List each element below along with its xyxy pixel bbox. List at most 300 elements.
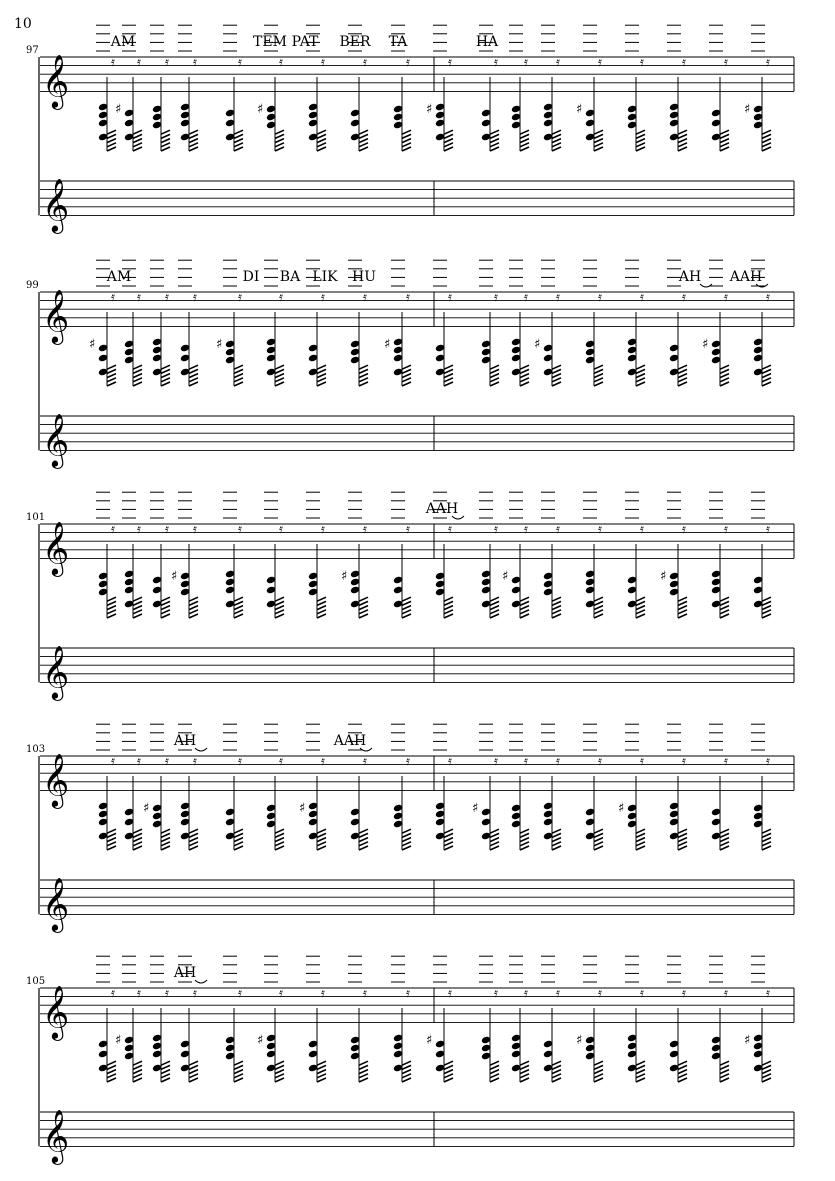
note-flag bbox=[520, 365, 529, 369]
note-flag bbox=[189, 134, 198, 138]
sharp-icon: ♯ bbox=[426, 1033, 433, 1048]
note-flag bbox=[678, 1074, 687, 1078]
note-flag bbox=[317, 143, 326, 147]
note-flag bbox=[636, 1061, 645, 1065]
note-flag bbox=[444, 1074, 453, 1078]
note-flag bbox=[720, 1074, 729, 1078]
rest-symbol: 𝄿 bbox=[111, 986, 115, 1001]
note-flag bbox=[552, 1078, 561, 1082]
note-flag bbox=[107, 365, 116, 369]
note-flag bbox=[317, 601, 326, 605]
note-flag bbox=[359, 130, 368, 134]
note-flag bbox=[762, 833, 771, 837]
treble-clef-icon: 𝄞 bbox=[42, 1108, 70, 1163]
rest-symbol: 𝄿 bbox=[406, 522, 410, 537]
note-flag bbox=[317, 365, 326, 369]
note-flag bbox=[133, 842, 142, 846]
note-flag bbox=[107, 829, 116, 833]
note-flag bbox=[107, 1061, 116, 1065]
note-flag bbox=[594, 139, 603, 143]
rest-symbol: 𝄿 bbox=[682, 754, 686, 769]
note-flag bbox=[189, 382, 198, 386]
sharp-icon: ♯ bbox=[143, 801, 150, 816]
note-flag bbox=[720, 382, 729, 386]
note-flag bbox=[552, 1074, 561, 1078]
note-flag bbox=[490, 606, 499, 610]
lyric-syllable: AM bbox=[110, 34, 136, 50]
lyric-syllable: AAH bbox=[425, 501, 459, 517]
sharp-icon: ♯ bbox=[115, 1033, 122, 1048]
note-flag bbox=[189, 378, 198, 382]
note-flag bbox=[720, 374, 729, 378]
lyric-syllable: BER bbox=[339, 34, 371, 50]
note-flag bbox=[234, 382, 243, 386]
note-flag bbox=[636, 614, 645, 618]
note-flag bbox=[359, 143, 368, 147]
note-flag bbox=[490, 139, 499, 143]
note-flag bbox=[636, 130, 645, 134]
note-flag bbox=[161, 1078, 170, 1082]
rest-symbol: 𝄿 bbox=[193, 986, 197, 1001]
note-flag bbox=[720, 601, 729, 605]
note-flag bbox=[317, 382, 326, 386]
note-flag bbox=[234, 838, 243, 842]
note-flag bbox=[359, 139, 368, 143]
note-flag bbox=[762, 601, 771, 605]
note-flag bbox=[317, 829, 326, 833]
note-flag bbox=[678, 606, 687, 610]
note-flag bbox=[189, 829, 198, 833]
note-flag bbox=[107, 143, 116, 147]
note-flag bbox=[720, 369, 729, 373]
note-flag bbox=[359, 838, 368, 842]
note-flag bbox=[359, 378, 368, 382]
note-flag bbox=[107, 1070, 116, 1074]
note-flag bbox=[275, 846, 284, 850]
note-flag bbox=[402, 1061, 411, 1065]
note-flag bbox=[359, 842, 368, 846]
rest-symbol: 𝄿 bbox=[448, 55, 452, 70]
note-flag bbox=[275, 1061, 284, 1065]
note-flag bbox=[107, 374, 116, 378]
rest-symbol: 𝄿 bbox=[363, 754, 367, 769]
note-flag bbox=[402, 842, 411, 846]
note-flag bbox=[107, 134, 116, 138]
rest-symbol: 𝄿 bbox=[279, 55, 283, 70]
note-flag bbox=[594, 597, 603, 601]
note-flag bbox=[161, 130, 170, 134]
note-flag bbox=[490, 369, 499, 373]
note-flag bbox=[402, 829, 411, 833]
note-flag bbox=[594, 382, 603, 386]
note-flag bbox=[552, 606, 561, 610]
sharp-icon: ♯ bbox=[426, 102, 433, 117]
note-flag bbox=[359, 1065, 368, 1069]
note-flag bbox=[161, 365, 170, 369]
sharp-icon: ♯ bbox=[89, 337, 96, 352]
note-flag bbox=[552, 369, 561, 373]
note-flag bbox=[275, 369, 284, 373]
note-flag bbox=[594, 1065, 603, 1069]
note-flag bbox=[275, 829, 284, 833]
note-flag bbox=[520, 147, 529, 151]
note-flag bbox=[678, 838, 687, 842]
note-flag bbox=[107, 610, 116, 614]
rest-symbol: 𝄿 bbox=[193, 290, 197, 305]
note-flag bbox=[317, 1061, 326, 1065]
lyric-syllable: AH bbox=[173, 733, 197, 749]
note-flag bbox=[234, 846, 243, 850]
rest-symbol: 𝄿 bbox=[556, 55, 560, 70]
note-flag bbox=[552, 130, 561, 134]
note-flag bbox=[720, 829, 729, 833]
note-flag bbox=[107, 842, 116, 846]
note-flag bbox=[720, 134, 729, 138]
note-flag bbox=[720, 1070, 729, 1074]
note-flag bbox=[133, 378, 142, 382]
note-flag bbox=[133, 1061, 142, 1065]
note-flag bbox=[161, 614, 170, 618]
rest-symbol: 𝄿 bbox=[363, 290, 367, 305]
rest-symbol: 𝄿 bbox=[363, 986, 367, 1001]
note-flag bbox=[234, 597, 243, 601]
note-flag bbox=[402, 601, 411, 605]
treble-clef-icon: 𝄞 bbox=[42, 520, 70, 575]
note-flag bbox=[636, 838, 645, 842]
note-flag bbox=[490, 130, 499, 134]
page-number: 10 bbox=[14, 16, 32, 32]
rest-symbol: 𝄿 bbox=[165, 986, 169, 1001]
note-flag bbox=[594, 143, 603, 147]
note-flag bbox=[444, 1065, 453, 1069]
note-flag bbox=[107, 378, 116, 382]
note-flag bbox=[520, 378, 529, 382]
rest-symbol: 𝄿 bbox=[598, 986, 602, 1001]
note-flag bbox=[678, 614, 687, 618]
note-flag bbox=[317, 842, 326, 846]
lyric-syllable: TA bbox=[388, 34, 408, 50]
note-flag bbox=[762, 842, 771, 846]
note-flag bbox=[444, 838, 453, 842]
note-flag bbox=[636, 134, 645, 138]
note-flag bbox=[402, 838, 411, 842]
rest-symbol: 𝄿 bbox=[279, 522, 283, 537]
rest-symbol: 𝄿 bbox=[494, 522, 498, 537]
note-flag bbox=[359, 606, 368, 610]
note-flag bbox=[359, 374, 368, 378]
note-flag bbox=[275, 606, 284, 610]
note-flag bbox=[594, 614, 603, 618]
note-flag bbox=[552, 1065, 561, 1069]
note-flag bbox=[678, 130, 687, 134]
rest-symbol: 𝄿 bbox=[165, 290, 169, 305]
note-flag bbox=[720, 1065, 729, 1069]
note-flag bbox=[359, 829, 368, 833]
note-flag bbox=[594, 1061, 603, 1065]
sharp-icon: ♯ bbox=[341, 569, 348, 584]
note-flag bbox=[161, 143, 170, 147]
rest-symbol: 𝄿 bbox=[406, 754, 410, 769]
treble-clef-icon: 𝄞 bbox=[42, 752, 70, 807]
note-flag bbox=[133, 147, 142, 151]
note-flag bbox=[444, 147, 453, 151]
sharp-icon: ♯ bbox=[299, 801, 306, 816]
lyric-slur bbox=[195, 748, 207, 751]
note-flag bbox=[552, 365, 561, 369]
note-flag bbox=[490, 1061, 499, 1065]
rest-symbol: 𝄿 bbox=[682, 986, 686, 1001]
note-flag bbox=[490, 1074, 499, 1078]
rest-symbol: 𝄿 bbox=[682, 522, 686, 537]
note-flag bbox=[678, 597, 687, 601]
note-flag bbox=[317, 606, 326, 610]
note-flag bbox=[317, 147, 326, 151]
note-flag bbox=[107, 833, 116, 837]
note-flag bbox=[520, 846, 529, 850]
note-flag bbox=[490, 1065, 499, 1069]
rest-symbol: 𝄿 bbox=[279, 290, 283, 305]
lyric-syllable: HU bbox=[351, 269, 377, 285]
note-flag bbox=[678, 829, 687, 833]
note-flag bbox=[636, 1074, 645, 1078]
note-flag bbox=[133, 139, 142, 143]
note-flag bbox=[189, 614, 198, 618]
note-flag bbox=[275, 374, 284, 378]
note-flag bbox=[133, 1074, 142, 1078]
note-flag bbox=[594, 606, 603, 610]
note-flag bbox=[552, 1061, 561, 1065]
note-flag bbox=[189, 1078, 198, 1082]
rest-symbol: 𝄿 bbox=[448, 754, 452, 769]
rest-symbol: 𝄿 bbox=[448, 522, 452, 537]
note-flag bbox=[133, 597, 142, 601]
sharp-icon: ♯ bbox=[660, 569, 667, 584]
rest-symbol: 𝄿 bbox=[598, 55, 602, 70]
rest-symbol: 𝄿 bbox=[165, 55, 169, 70]
sharp-icon: ♯ bbox=[618, 801, 625, 816]
note-flag bbox=[636, 365, 645, 369]
note-flag bbox=[133, 614, 142, 618]
note-flag bbox=[275, 838, 284, 842]
note-flag bbox=[189, 610, 198, 614]
note-flag bbox=[275, 147, 284, 151]
rest-symbol: 𝄿 bbox=[724, 55, 728, 70]
treble-clef-icon: 𝄞 bbox=[42, 177, 70, 232]
note-flag bbox=[189, 1074, 198, 1078]
note-flag bbox=[636, 606, 645, 610]
note-flag bbox=[402, 1065, 411, 1069]
measure-number: 99 bbox=[26, 280, 39, 291]
note-flag bbox=[720, 130, 729, 134]
note-flag bbox=[133, 134, 142, 138]
lyric-syllable: DI bbox=[242, 269, 260, 285]
rest-symbol: 𝄿 bbox=[766, 986, 770, 1001]
note-flag bbox=[444, 130, 453, 134]
note-flag bbox=[520, 606, 529, 610]
measure-number: 105 bbox=[26, 976, 46, 987]
note-flag bbox=[762, 829, 771, 833]
note-flag bbox=[720, 1061, 729, 1065]
note-flag bbox=[444, 143, 453, 147]
note-flag bbox=[552, 614, 561, 618]
note-flag bbox=[552, 601, 561, 605]
system-99 bbox=[26, 260, 794, 468]
rest-symbol: 𝄿 bbox=[766, 754, 770, 769]
rest-symbol: 𝄿 bbox=[321, 522, 325, 537]
note-flag bbox=[552, 143, 561, 147]
note-flag bbox=[402, 1074, 411, 1078]
note-flag bbox=[317, 139, 326, 143]
note-flag bbox=[520, 1070, 529, 1074]
rest-symbol: 𝄿 bbox=[238, 55, 242, 70]
note-flag bbox=[161, 833, 170, 837]
note-flag bbox=[234, 614, 243, 618]
note-flag bbox=[636, 382, 645, 386]
rest-symbol: 𝄿 bbox=[524, 55, 528, 70]
lyric-syllable: HA bbox=[475, 34, 499, 50]
lyric-syllable: TEM bbox=[253, 34, 287, 50]
note-flag bbox=[161, 601, 170, 605]
rest-symbol: 𝄿 bbox=[406, 55, 410, 70]
note-flag bbox=[520, 597, 529, 601]
note-flag bbox=[161, 369, 170, 373]
note-flag bbox=[636, 369, 645, 373]
rest-symbol: 𝄿 bbox=[556, 986, 560, 1001]
note-flag bbox=[720, 846, 729, 850]
note-flag bbox=[161, 842, 170, 846]
note-flag bbox=[359, 147, 368, 151]
note-flag bbox=[189, 369, 198, 373]
note-flag bbox=[234, 365, 243, 369]
note-flag bbox=[762, 143, 771, 147]
sharp-icon: ♯ bbox=[576, 1033, 583, 1048]
note-flag bbox=[762, 1074, 771, 1078]
note-flag bbox=[490, 842, 499, 846]
note-flag bbox=[133, 846, 142, 850]
note-flag bbox=[107, 147, 116, 151]
rest-symbol: 𝄿 bbox=[682, 290, 686, 305]
rest-symbol: 𝄿 bbox=[640, 290, 644, 305]
note-flag bbox=[490, 846, 499, 850]
note-flag bbox=[161, 597, 170, 601]
rest-symbol: 𝄿 bbox=[137, 55, 141, 70]
note-flag bbox=[402, 143, 411, 147]
note-flag bbox=[552, 374, 561, 378]
rest-symbol: 𝄿 bbox=[321, 986, 325, 1001]
note-flag bbox=[161, 838, 170, 842]
sharp-icon: ♯ bbox=[384, 337, 391, 352]
note-flag bbox=[444, 1070, 453, 1074]
rest-symbol: 𝄿 bbox=[556, 522, 560, 537]
note-flag bbox=[359, 601, 368, 605]
note-flag bbox=[189, 143, 198, 147]
note-flag bbox=[359, 1074, 368, 1078]
note-flag bbox=[678, 143, 687, 147]
rest-symbol: 𝄿 bbox=[111, 290, 115, 305]
note-flag bbox=[234, 369, 243, 373]
rest-symbol: 𝄿 bbox=[238, 754, 242, 769]
note-flag bbox=[520, 601, 529, 605]
treble-clef-icon: 𝄞 bbox=[42, 876, 70, 931]
note-flag bbox=[678, 134, 687, 138]
note-flag bbox=[317, 134, 326, 138]
note-flag bbox=[161, 829, 170, 833]
note-flag bbox=[594, 134, 603, 138]
rest-symbol: 𝄿 bbox=[238, 290, 242, 305]
note-flag bbox=[520, 1074, 529, 1078]
note-flag bbox=[161, 1061, 170, 1065]
measure-number: 103 bbox=[26, 744, 46, 755]
note-flag bbox=[189, 601, 198, 605]
rest-symbol: 𝄿 bbox=[766, 55, 770, 70]
note-flag bbox=[402, 374, 411, 378]
note-flag bbox=[678, 374, 687, 378]
rest-symbol: 𝄿 bbox=[193, 522, 197, 537]
note-flag bbox=[133, 838, 142, 842]
note-flag bbox=[678, 1078, 687, 1082]
rest-symbol: 𝄿 bbox=[494, 986, 498, 1001]
note-flag bbox=[720, 143, 729, 147]
note-flag bbox=[161, 606, 170, 610]
note-flag bbox=[133, 369, 142, 373]
note-flag bbox=[636, 1065, 645, 1069]
note-flag bbox=[359, 134, 368, 138]
note-flag bbox=[762, 846, 771, 850]
rest-symbol: 𝄿 bbox=[448, 986, 452, 1001]
note-flag bbox=[490, 1078, 499, 1082]
note-flag bbox=[520, 130, 529, 134]
note-flag bbox=[402, 378, 411, 382]
note-flag bbox=[636, 846, 645, 850]
note-flag bbox=[189, 130, 198, 134]
note-flag bbox=[317, 130, 326, 134]
note-flag bbox=[678, 833, 687, 837]
note-flag bbox=[234, 829, 243, 833]
rest-symbol: 𝄿 bbox=[321, 290, 325, 305]
note-flag bbox=[444, 606, 453, 610]
lyric-syllable: AH bbox=[173, 965, 197, 981]
note-flag bbox=[490, 829, 499, 833]
sharp-icon: ♯ bbox=[744, 1033, 751, 1048]
note-flag bbox=[636, 829, 645, 833]
note-flag bbox=[594, 1078, 603, 1082]
note-flag bbox=[678, 842, 687, 846]
note-flag bbox=[402, 130, 411, 134]
note-flag bbox=[359, 1078, 368, 1082]
note-flag bbox=[552, 139, 561, 143]
note-flag bbox=[189, 606, 198, 610]
note-flag bbox=[636, 1078, 645, 1082]
note-flag bbox=[107, 614, 116, 618]
note-flag bbox=[594, 369, 603, 373]
note-flag bbox=[490, 143, 499, 147]
note-flag bbox=[636, 597, 645, 601]
rest-symbol: 𝄿 bbox=[724, 986, 728, 1001]
rest-symbol: 𝄿 bbox=[524, 754, 528, 769]
note-flag bbox=[720, 378, 729, 382]
note-flag bbox=[317, 614, 326, 618]
lyric-slur bbox=[195, 980, 207, 983]
note-flag bbox=[444, 365, 453, 369]
note-flag bbox=[762, 1078, 771, 1082]
note-flag bbox=[490, 378, 499, 382]
note-flag bbox=[594, 610, 603, 614]
rest-symbol: 𝄿 bbox=[766, 522, 770, 537]
sharp-icon: ♯ bbox=[472, 801, 479, 816]
rest-symbol: 𝄿 bbox=[193, 55, 197, 70]
system-103 bbox=[26, 724, 794, 932]
note-flag bbox=[133, 829, 142, 833]
